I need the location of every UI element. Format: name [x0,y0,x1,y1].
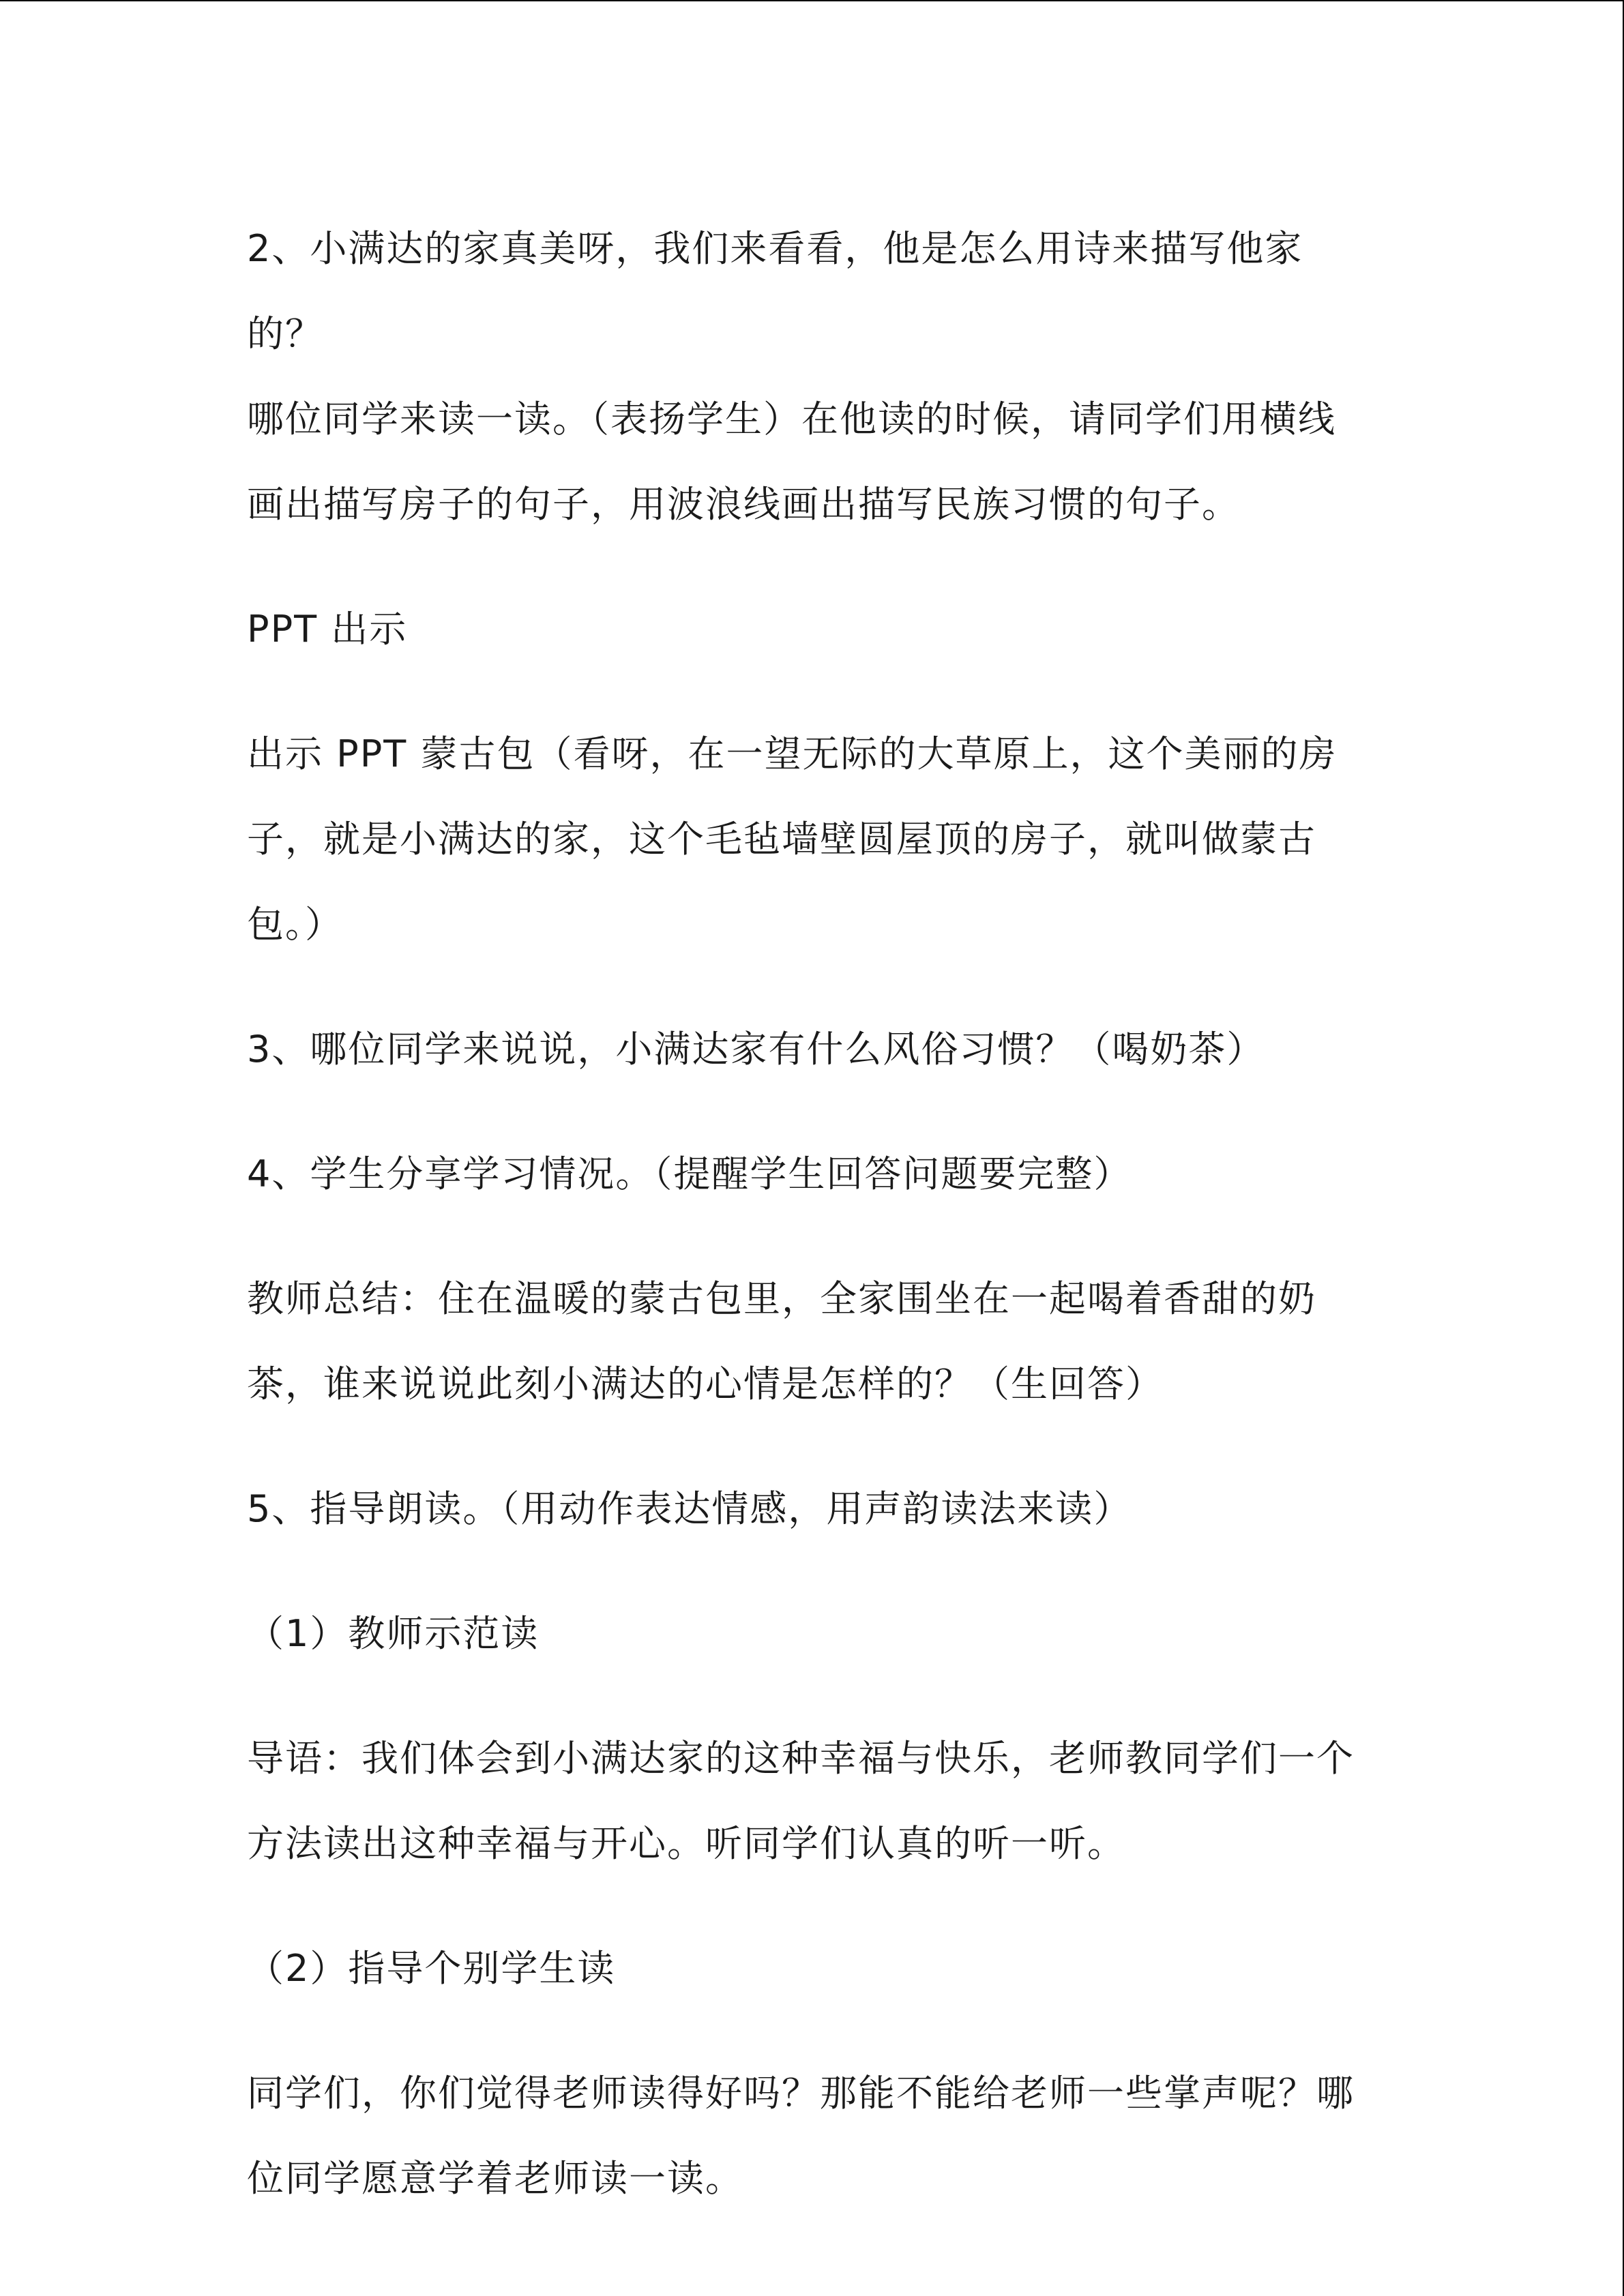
paragraph-5 [247,1131,1365,1217]
paragraph-8 [247,1591,1365,1676]
text-line: 子，就是小满达的家，这个毛毡墙壁圆屋顶的房子，就叫做蒙古 [247,818,1316,861]
paragraph-10 [247,1926,1365,2011]
text-line: 4、学生分享学习情况。（提醒学生回答问题要完整） [247,1152,1132,1195]
text-line: 同学们，你们觉得老师读得好吗？那能不能给老师一些掌声呢？哪 [247,2072,1355,2115]
paragraph-11 [247,2051,1365,2221]
text-line: 画出描写房子的句子，用波浪线画出描写民族习惯的句子。 [247,483,1240,526]
text-line: 茶，谁来说说此刻小满达的心情是怎样的？（生回答） [247,1362,1164,1405]
text-line: PPT 出示 [247,608,408,651]
text-line: 包。） [247,903,343,946]
paragraph-1 [247,206,1365,547]
text-line: 哪位同学来读一读。（表扬学生）在他读的时候，请同学们用横线 [247,398,1336,441]
document-body [247,206,1365,2261]
text-line: 出示 PPT 蒙古包（看呀，在一望无际的大草原上，这个美丽的房 [247,732,1338,775]
paragraph-2 [247,586,1365,672]
text-line: 5、指导朗读。（用动作表达情感，用声韵读法来读） [247,1487,1132,1530]
text-line: （2）指导个别学生读 [247,1947,616,1990]
paragraph-6 [247,1256,1365,1427]
paragraph-7 [247,1466,1365,1551]
text-line: 2、小满达的家真美呀，我们来看看，他是怎么用诗来描写他家的？ [247,227,1303,355]
paragraph-4 [247,1007,1365,1092]
text-line: 教师总结：住在温暖的蒙古包里，全家围坐在一起喝着香甜的奶 [247,1277,1316,1320]
text-line: 方法读出这种幸福与开心。听同学们认真的听一听。 [247,1822,1125,1865]
text-line: （1）教师示范读 [247,1612,540,1655]
text-line: 3、哪位同学来说说，小满达家有什么风俗习惯？（喝奶茶） [247,1028,1265,1071]
paragraph-3 [247,711,1365,967]
text-line: 导语：我们体会到小满达家的这种幸福与快乐，老师教同学们一个 [247,1737,1355,1780]
paragraph-9 [247,1716,1365,1886]
text-line: 位同学愿意学着老师读一读。 [247,2157,743,2200]
